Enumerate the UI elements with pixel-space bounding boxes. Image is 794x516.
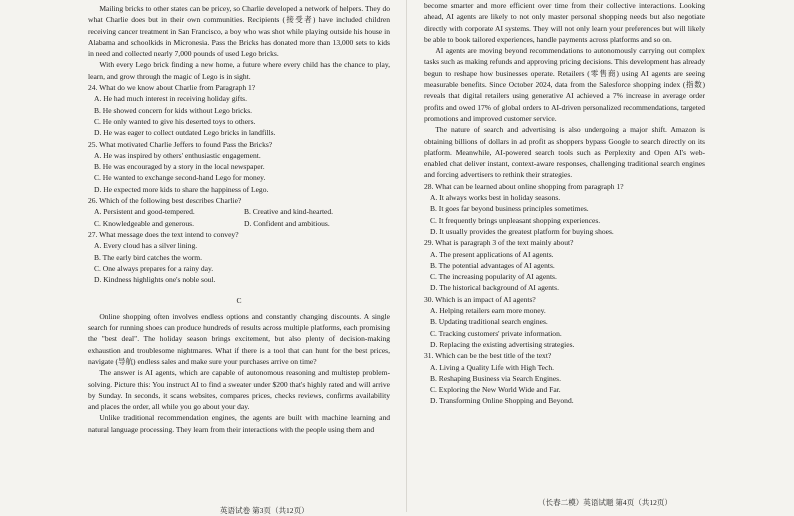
question-26 xyxy=(88,195,390,229)
option-b[interactable]: B. He was encouraged by a story in the local newspaper. xyxy=(94,162,265,172)
question-text: 24. What do we know about Charlie from Paragraph 1? xyxy=(88,83,256,93)
option-d[interactable]: D. He expected more kids to share the happiness of Lego. xyxy=(94,184,269,194)
option-d[interactable]: D. Kindness highlights one's noble soul. xyxy=(94,275,216,285)
option-d[interactable]: D. It usually provides the greatest platform for buying shoes. xyxy=(430,226,614,236)
option-d[interactable]: D. The historical background of AI agents. xyxy=(430,283,559,293)
passage-c-paragraph: Online shopping often involves endless options and constantly changing discounts. A single search for running shoes can produce hundreds of results across multiple platforms, each promising the "best deal". The holiday season brings excitement, but also plenty of decision-making exhaustion and troublesome nightmares. What if there is a tool that can hunt for the best prices, navigate (导航) endless sales and make sure your purchases arrive on time? xyxy=(88,311,390,366)
option-b[interactable]: B. He showed concern for kids without Lego bricks. xyxy=(94,105,253,115)
option-d[interactable]: D. Replacing the existing advertising strategies. xyxy=(430,339,575,349)
option-b[interactable]: B. Updating traditional search engines. xyxy=(430,317,548,327)
option-c[interactable]: C. Tracking customers' private information. xyxy=(430,328,562,338)
question-29 xyxy=(424,237,705,293)
option-d[interactable]: D. Confident and ambitious. xyxy=(244,218,330,228)
option-c[interactable]: C. Exploring the New World Wide and Far. xyxy=(430,385,561,395)
question-text: 28. What can be learned about online shopping from paragraph 1? xyxy=(424,181,624,191)
option-b[interactable]: B. The early bird catches the worm. xyxy=(94,252,202,262)
passage-c-paragraph: The nature of search and advertising is also undergoing a major shift. Amazon is obtaining billions of dollars in ad profit as shoppers bypass Google to search directly on its platform. Meanwhile, AI-powered search tools such as Perplexity and Open AI's web-enabled chat deliver instant, context-aware responses, challenging traditional search engines and forcing advertisers to rethink their strategies. xyxy=(424,125,705,180)
option-b[interactable]: B. It goes far beyond business principles sometimes. xyxy=(430,204,589,214)
section-c-heading: C xyxy=(236,296,242,306)
question-text: 29. What is paragraph 3 of the text mainly about? xyxy=(424,238,574,248)
option-c[interactable]: C. Knowledgeable and generous. xyxy=(94,218,194,228)
question-25 xyxy=(88,139,390,195)
option-a[interactable]: A. Helping retailers earn more money. xyxy=(430,306,546,316)
option-c[interactable]: C. He wanted to exchange second-hand Lego for money. xyxy=(94,173,266,183)
passage-c-paragraph: Unlike traditional recommendation engines, the agents are built with machine learning and natural language processing. They learn from their interactions with the people using them and xyxy=(88,413,390,434)
option-a[interactable]: A. It always works best in holiday seasons. xyxy=(430,193,561,203)
passage-b-paragraph: With every Lego brick finding a new home, a future where every child has the chance to play, learn, and grow through the magic of Lego is in sight. xyxy=(88,60,390,81)
option-a[interactable]: A. The present applications of AI agents. xyxy=(430,249,554,259)
option-a[interactable]: A. Every cloud has a silver lining. xyxy=(94,241,198,251)
option-a[interactable]: A. Living a Quality Life with High Tech. xyxy=(430,362,555,372)
passage-c-paragraph: AI agents are moving beyond recommendations to autonomously carrying out complex tasks such as making refunds and approving pricing decisions. This development has already begun to reshape how businesses operate. Retailers (零售商) using AI agents are seeing measurable benefits. Since October 2024, data from the Salesforce shopping index (指数) reveals that digital retailers using generative AI achieved a 7% increase in average order profits and owed 17% of global orders to AI-driven personalized recommendations, targeted promotions and improved customer service. xyxy=(424,46,705,123)
option-a[interactable]: A. He was inspired by others' enthusiastic engagement. xyxy=(94,150,261,160)
option-c[interactable]: C. The increasing popularity of AI agents. xyxy=(430,272,557,282)
question-text: 31. Which can be the best title of the text? xyxy=(424,351,552,361)
question-27 xyxy=(88,229,390,285)
option-c[interactable]: C. He only wanted to give his deserted toys to others. xyxy=(94,116,256,126)
option-b[interactable]: B. The potential advantages of AI agents. xyxy=(430,260,555,270)
page-fold-line xyxy=(406,0,407,512)
option-b[interactable]: B. Creative and kind-hearted. xyxy=(244,207,334,217)
question-text: 26. Which of the following best describes Charlie? xyxy=(88,196,242,206)
option-a[interactable]: A. Persistent and good-tempered. xyxy=(94,207,195,217)
question-31 xyxy=(424,350,705,406)
passage-c-paragraph: become smarter and more efficient over time from their collective interactions. Looking ahead, AI agents are likely to not only master personal shopping needs but also negotiate directly with corporate AI systems. They will not only learn your preferences but will likely be able to book tailored experiences, handle payments across platforms and so on. xyxy=(424,1,705,44)
passage-b-paragraph: Mailing bricks to other states can be pricey, so Charlie developed a network of helpers. They do what Charlie does but in their own communities. Recipients (接受者) have included children receiving cancer treatment in San Francisco, a boy who was shot while playing outside his house in Alabama and schoolkids in Micronesia. Pass the Bricks has donated more than 13,000 sets to kids in need and collected nearly 7,000 pounds of used Lego bricks. xyxy=(88,4,390,59)
option-b[interactable]: B. Reshaping Business via Search Engines. xyxy=(430,373,562,383)
page-footer-left: 英语试卷 第3页（共12页） xyxy=(220,506,309,515)
question-30 xyxy=(424,294,705,350)
left-page xyxy=(88,0,390,512)
question-text: 30. Which is an impact of AI agents? xyxy=(424,294,536,304)
question-24 xyxy=(88,82,390,138)
option-c[interactable]: C. One always prepares for a rainy day. xyxy=(94,263,214,273)
passage-c-paragraph: The answer is AI agents, which are capable of autonomous reasoning and multistep problem-solving. Picture this: You instruct AI to find a sweater under $200 that's highly rated and will arrive by Sunday. In seconds, it scans websites, compares prices, checks reviews, confirms availability and places the order, all while you go about your day. xyxy=(88,368,390,412)
option-d[interactable]: D. He was eager to collect outdated Lego bricks in landfills. xyxy=(94,128,276,138)
question-text: 27. What message does the text intend to convey? xyxy=(88,229,239,239)
question-28 xyxy=(424,181,705,237)
option-c[interactable]: C. It frequently brings unpleasant shopping experiences. xyxy=(430,215,601,225)
right-page xyxy=(424,0,705,512)
option-a[interactable]: A. He had much interest in receiving holiday gifts. xyxy=(94,94,247,104)
page-footer-right: （长春二模）英语试题 第4页（共12页） xyxy=(538,498,672,507)
option-d[interactable]: D. Transforming Online Shopping and Beyond. xyxy=(430,396,574,406)
question-text: 25. What motivated Charlie Jeffers to found Pass the Bricks? xyxy=(88,139,273,149)
